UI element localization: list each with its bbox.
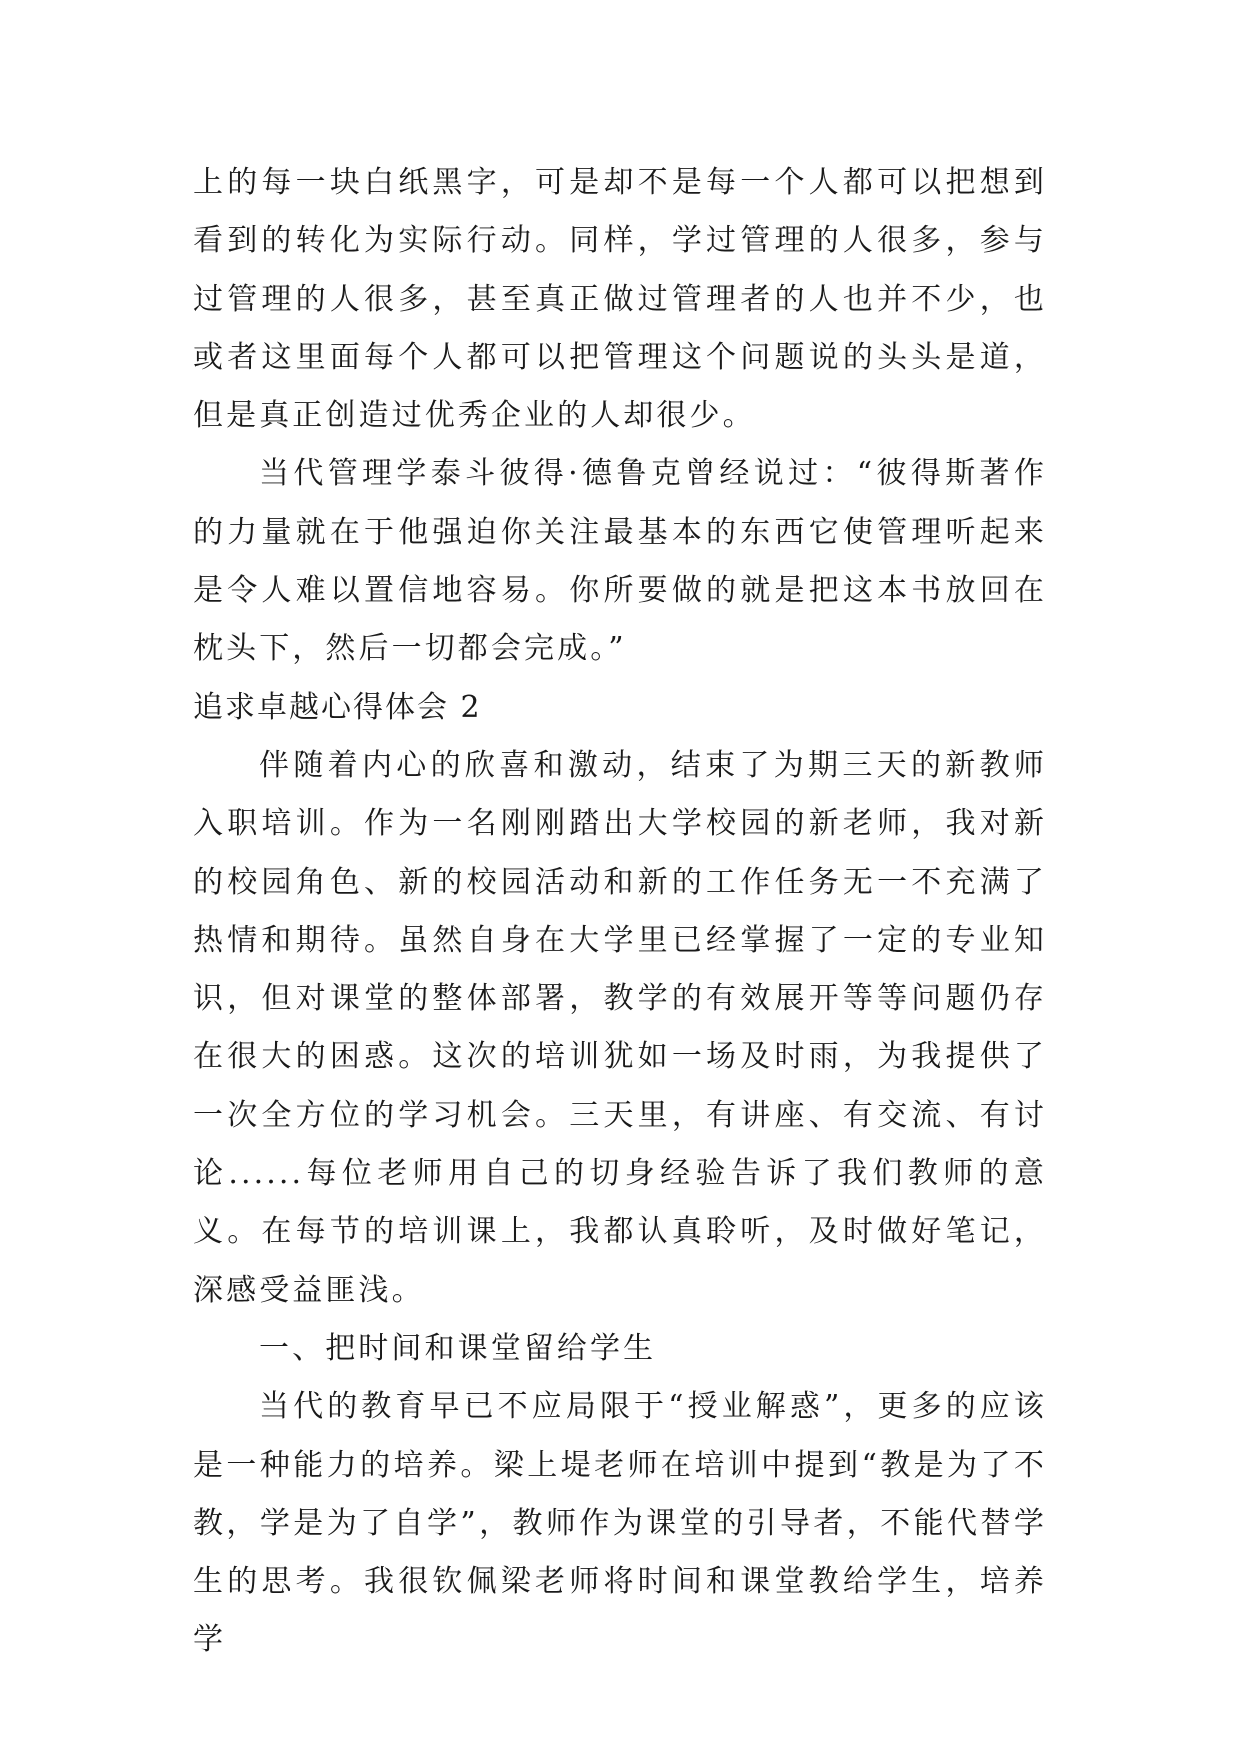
section-heading: 追求卓越心得体会 2 [193, 689, 482, 725]
subsection-heading: 一、把时间和课堂留给学生 [259, 1330, 657, 1366]
paragraph-training: 伴随着内心的欣喜和激动，结束了为期三天的新教师入职培训。作为一名刚刚踏出大学校园的新老师，我对新的校园角色、新的校园活动和新的工作任务无一不充满了热情和期待。虽然自身在大学里已经掌握了一定的专业知识，但对课堂的整体部署，教学的有效展开等等问题仍存在很大的困惑。这次的培训犹如一场及时雨，为我提供了一次全方位的学习机会。三天里，有讲座、有交流、有讨论......每位老师用自己的切身经验告诉了我们教师的意义。在每节的培训课上，我都认真聆听，及时做好笔记，深感受益匪浅。 [193, 747, 1047, 1308]
document-body [193, 154, 1047, 1670]
paragraph-education: 当代的教育早已不应局限于“授业解惑”，更多的应该是一种能力的培养。梁上堤老师在培训中提到“教是为了不教，学是为了自学”，教师作为课堂的引导者，不能代替学生的思考。我很钦佩梁老师将时间和课堂教给学生，培养学 [193, 1389, 1047, 1658]
paragraph-drucker-quote: 当代管理学泰斗彼得·德鲁克曾经说过：“彼得斯著作的力量就在于他强迫你关注最基本的东西它使管理听起来是令人难以置信地容易。你所要做的就是把这本书放回在枕头下，然后一切都会完成。” [193, 456, 1047, 667]
paragraph-continuation: 上的每一块白纸黑字，可是却不是每一个人都可以把想到看到的转化为实际行动。同样，学过管理的人很多，参与过管理的人很多，甚至真正做过管理者的人也并不少，也或者这里面每个人都可以把管理这个问题说的头头是道，但是真正创造过优秀企业的人却很少。 [193, 165, 1047, 434]
